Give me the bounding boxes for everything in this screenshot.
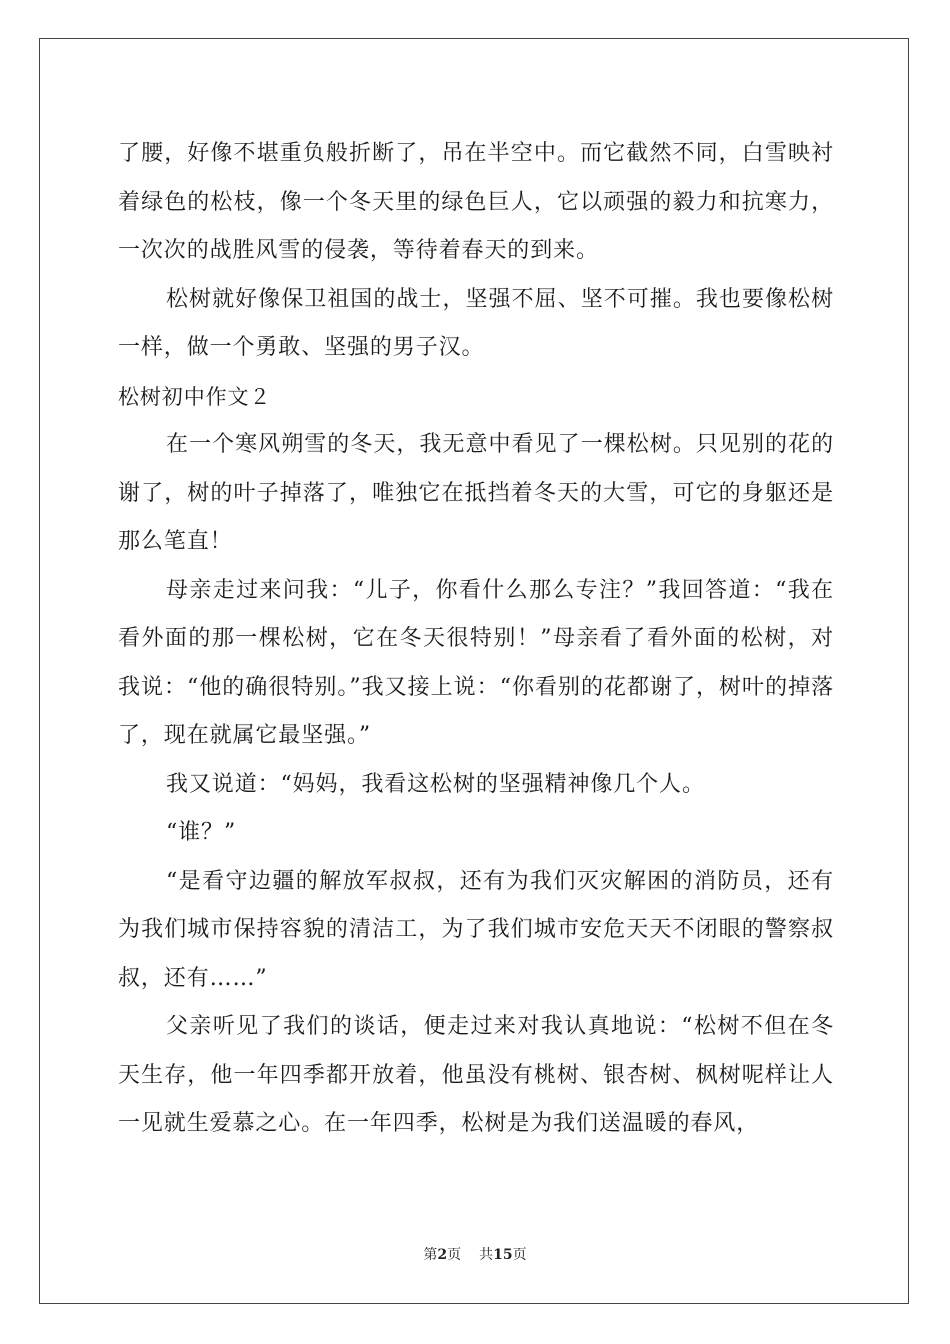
section-heading: 松树初中作文２ xyxy=(118,384,272,409)
paragraph: “谁？” xyxy=(166,820,237,845)
paragraph: “是看守边疆的解放军叔叔，还有为我们灭灾解困的消防员，还有为我们城市保持容貌的清洁工，为了我们城市安危天天不闭眼的警察叔叔，还有……” xyxy=(118,868,834,991)
paragraph: 了腰，好像不堪重负般折断了，吊在半空中。而它截然不同，白雪映衬着绿色的松枝，像一个冬天里的绿色巨人，它以顽强的毅力和抗寒力，一次次的战胜风雪的侵袭，等待着春天的到来。 xyxy=(118,141,834,263)
paragraph: 在一个寒风朔雪的冬天，我无意中看见了一棵松树。只见别的花的谢了，树的叶子掉落了，唯独它在抵挡着冬天的大雪，可它的身躯还是那么笔直！ xyxy=(118,432,834,554)
document-body xyxy=(118,130,834,1149)
paragraph: 我又说道：“妈妈，我看这松树的坚强精神像几个人。 xyxy=(166,771,705,797)
paragraph: 父亲听见了我们的谈话，便走过来对我认真地说：“松树不但在冬天生存，他一年四季都开放着，他虽没有桃树、银杏树、枫树呢样让人一见就生爱慕之心。在一年四季，松树是为我们送温暖的春风， xyxy=(118,1014,834,1136)
paragraph: 松树就好像保卫祖国的战士，坚强不屈、坚不可摧。我也要像松树一样，做一个勇敢、坚强的男子汉。 xyxy=(118,286,834,360)
current-page-number: 2 xyxy=(437,1247,448,1263)
page-suffix: 页 xyxy=(447,1247,462,1263)
total-prefix: 共 xyxy=(479,1247,494,1263)
page-footer xyxy=(0,1244,950,1264)
total-page-count: 15 xyxy=(493,1247,513,1263)
total-suffix: 页 xyxy=(512,1247,527,1263)
paragraph: 母亲走过来问我：“儿子，你看什么那么专注？”我回答道：“我在看外面的那一棵松树，它在冬天很特别！”母亲看了看外面的松树，对我说：“他的确很特别。”我又接上说：“你看别的花都谢了，树叶的掉落了，现在就属它最坚强。” xyxy=(118,577,834,748)
page-prefix: 第 xyxy=(423,1247,438,1263)
